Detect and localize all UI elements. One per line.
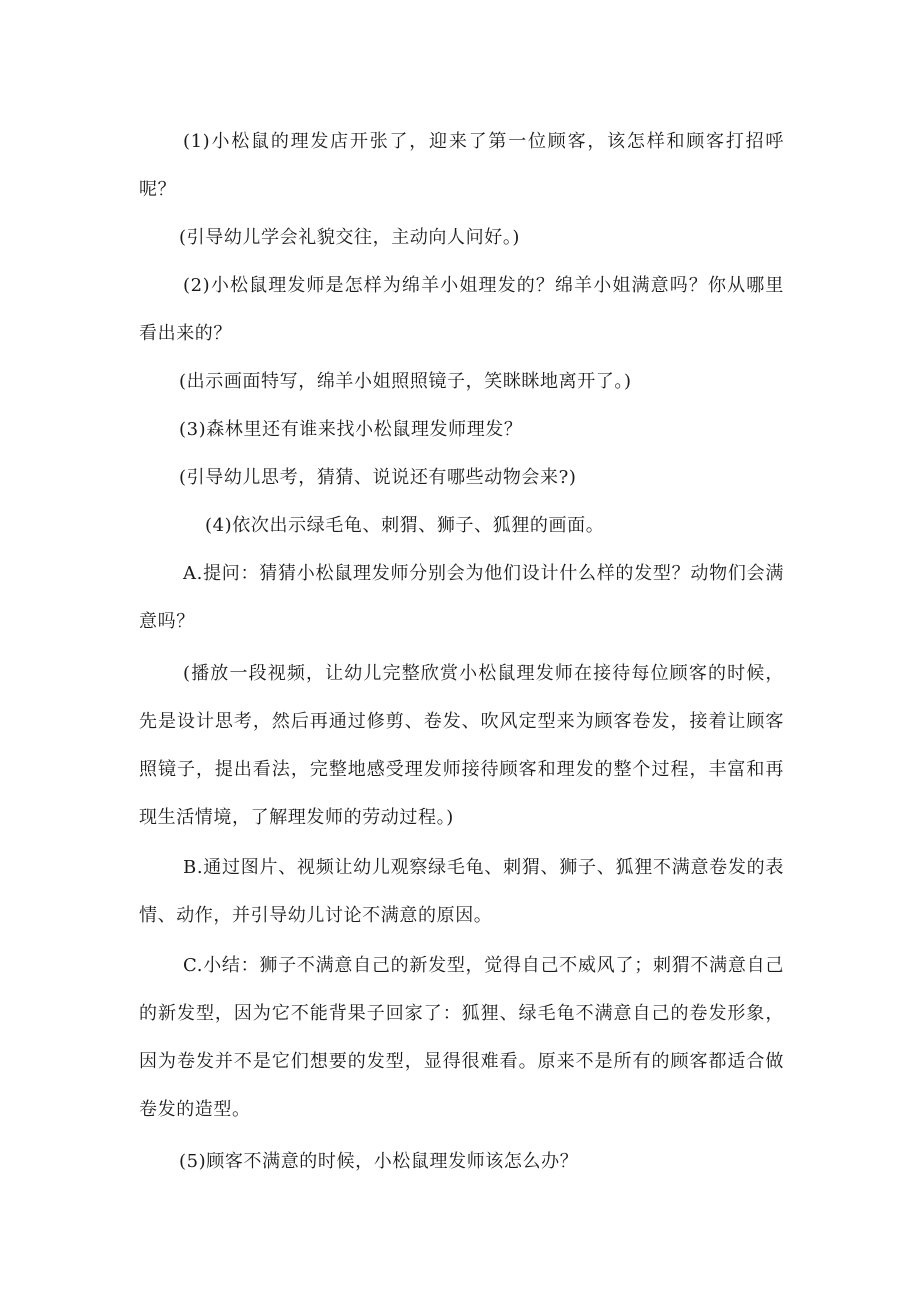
- paragraph-item-a: A.提问：猜猜小松鼠理发师分别会为他们设计什么样的发型？动物们会满意吗？: [139, 563, 784, 632]
- paragraph-item-c: C.小结：狮子不满意自己的新发型，觉得自己不威风了；刺猬不满意自己的新发型，因为它不能背果子回家了：狐狸、绿毛龟不满意自己的卷发形象，因为卷发并不是它们想要的发型，显得很难看。原来不是所有的顾客都适合做卷发的造型。: [139, 955, 784, 1120]
- paragraph-question-4: (4)依次出示绿毛龟、刺猬、狮子、狐狸的画面。: [205, 515, 605, 536]
- paragraph-item-b: B.通过图片、视频让幼儿观察绿毛龟、刺猬、狮子、狐狸不满意卷发的表情、动作，并引导幼儿讨论不满意的原因。: [139, 857, 784, 926]
- paragraph-note-1: (引导幼儿学会礼貌交往，主动向人问好。): [179, 227, 521, 248]
- paragraph-note-3: (引导幼儿思考，猜猜、说说还有哪些动物会来?): [179, 467, 577, 488]
- paragraph-question-1: (1)小松鼠的理发店开张了，迎来了第一位顾客，该怎样和顾客打招呼呢？: [139, 131, 784, 200]
- paragraph-question-2: (2)小松鼠理发师是怎样为绵羊小姐理发的？绵羊小姐满意吗？你从哪里看出来的？: [139, 275, 784, 344]
- paragraph-note-2: (出示画面特写，绵羊小姐照照镜子，笑眯眯地离开了。): [179, 371, 632, 392]
- paragraph-question-3: (3)森林里还有谁来找小松鼠理发师理发？: [179, 419, 523, 440]
- paragraph-question-5: (5)顾客不满意的时候，小松鼠理发师该怎么办？: [179, 1151, 579, 1172]
- paragraph-note-4: (播放一段视频，让幼儿完整欣赏小松鼠理发师在接待每位顾客的时候，先是设计思考，然后再通过修剪、卷发、吹风定型来为顾客卷发，接着让顾客照镜子，提出看法，完整地感受理发师接待顾客和理发的整个过程，丰富和再现生活情境，了解理发师的劳动过程。): [139, 663, 784, 828]
